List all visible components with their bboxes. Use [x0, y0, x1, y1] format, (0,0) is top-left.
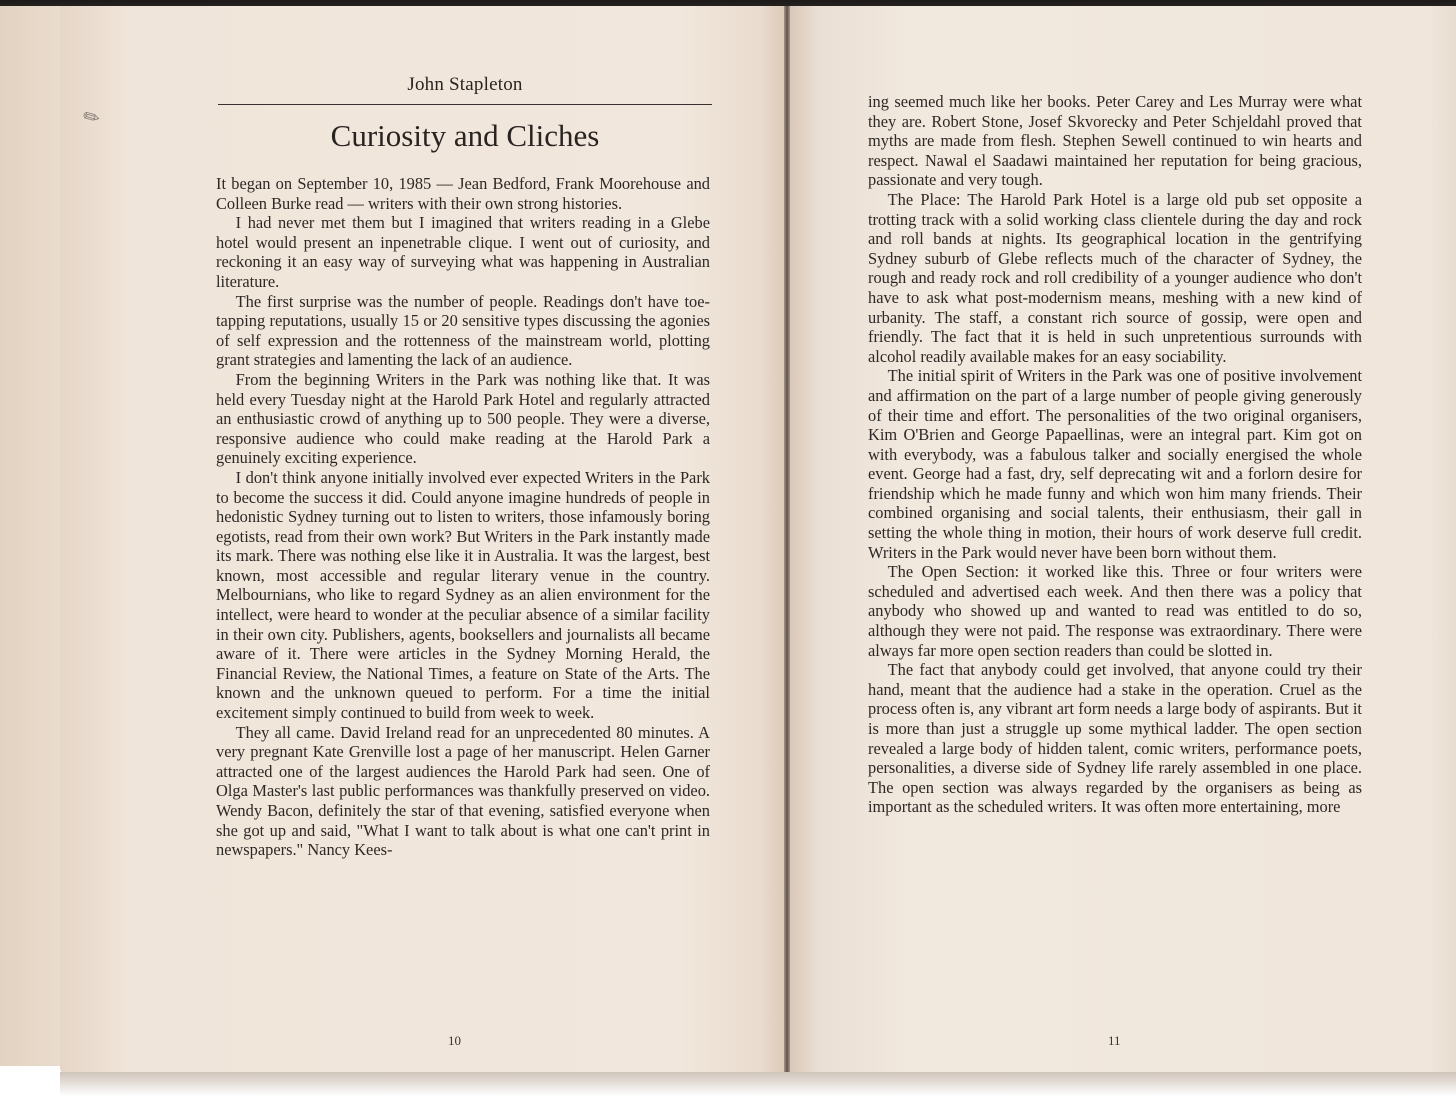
- chapter-title: Curiosity and Cliches: [330, 118, 600, 153]
- page-number-right: 11: [1108, 1033, 1121, 1048]
- paragraph: The Place: The Harold Park Hotel is a large old pub set opposite a trotting track with a solid working class clientele during the day and rock and roll bands at nights. Its geographical location in the gentrifying Sydney suburb of Glebe reflects much of the character of Sydney, the rough and ready rock and roll credibility of a younger audience who don't have to ask what post-modernism means, meshing with a new kind of urbanity. The staff, a constant rich source of gossip, were open and friendly. The fact that it is held in such unpretentious surrounds with alcohol readily available makes for an easy sociability.: [868, 189, 1362, 366]
- running-head: John Stapleton: [407, 74, 523, 95]
- paragraph: I don't think anyone initially involved ever expected Writers in the Park to become the success it did. Could anyone imagine hundreds of people in hedonistic Sydney turning out to listen to writers, those infamously boring egotists, read from their own work? But Writers in the Park instantly made its mark. There was nothing else like it in Australia. It was the largest, best known, most accessible and regular literary venue in the country. Melbournians, who like to regard Sydney as an alien environment for the intellect, were heard to wonder at the peculiar absence of a similar facility in their own city. Publishers, agents, booksellers and journalists all became aware of it. There were articles in the Sydney Morning Herald, the Financial Review, the National Times, a feature on State of the Arts. The known and the unknown queued to perform. For a time the initial excitement simply continued to build from week to week.: [216, 467, 710, 723]
- left-page-text: [216, 174, 710, 860]
- pencil-mark-icon: ✎: [79, 104, 105, 132]
- paragraph: From the beginning Writers in the Park was nothing like that. It was held every Tuesday night at the Harold Park Hotel and regularly attracted an enthusiastic crowd of anything up to 500 people. They were a diverse, responsive audience who could make reading at the Harold Park a genuinely exciting experience.: [216, 369, 710, 468]
- paragraph: The Open Section: it worked like this. Three or four writers were scheduled and advertised each week. And then there was a policy that anybody who showed up and wanted to read was entitled to do so, although they were not paid. The response was extraordinary. There were always far more open section readers than could be slotted in.: [868, 562, 1362, 660]
- page-number-left: 10: [448, 1033, 461, 1048]
- bottom-shadow: [60, 1072, 1456, 1096]
- paragraph: They all came. David Ireland read for an unprecedented 80 minutes. A very pregnant Kate Grenville lost a page of her manuscript. Helen Garner attracted one of the largest audiences the Harold Park had seen. One of Olga Master's last public performances was thankfully preserved on video. Wendy Bacon, definitely the star of that evening, satisfied everyone when she got up and said, "What I want to talk about is what one can't print in newspapers." Nancy Kees-: [216, 722, 710, 860]
- paragraph: I had never met them but I imagined that writers reading in a Glebe hotel would present an inpenetrable clique. I went out of curiosity, and reckoning it an easy way of surveying what was happening in Australian literature.: [216, 213, 710, 291]
- header-rule: [218, 104, 712, 105]
- paragraph: It began on September 10, 1985 — Jean Bedford, Frank Moorehouse and Colleen Burke read — writers with their own strong histories.: [216, 174, 710, 213]
- right-page-text: [868, 92, 1362, 817]
- paragraph: ing seemed much like her books. Peter Carey and Les Murray were what they are. Robert Stone, Josef Skvorecky and Peter Schjeldahl proved that myths are made from flesh. Stephen Sewell continued to win hearts and respect. Nawal el Saadawi maintained her reputation for being gracious, passionate and very tough.: [868, 92, 1362, 190]
- paragraph: The fact that anybody could get involved, that anyone could try their hand, meant that the audience had a stake in the operation. Cruel as the process often is, any vibrant art form needs a large body of aspirants. But it is more than just a struggle up some mythical ladder. The open section revealed a large body of hidden talent, comic writers, performance poets, personalities, a diverse side of Sydney life rarely assembled in one place. The open section was always regarded by the organisers as being as important as the scheduled writers. It was often more entertaining, more: [868, 660, 1362, 817]
- paragraph: The first surprise was the number of people. Readings don't have toe-tapping reputations, usually 15 or 20 sensitive types discussing the agonies of self expression and the rottenness of the mainstream world, plotting grant strategies and lamenting the lack of an audience.: [216, 291, 710, 370]
- book-gutter: [784, 6, 790, 1076]
- paragraph: The initial spirit of Writers in the Park was one of positive involvement and affirmation on the part of a large number of people giving generously of their time and effort. The personalities of the two original organisers, Kim O'Brien and George Papaellinas, were an integral part. Kim got on with everybody, was a fabulous talker and socially energised the whole event. George had a fast, dry, self deprecating wit and a forlorn desire for friendship which he made funny and which won him many friends. Their combined organising and social talents, their enthusiasm, their gall in setting the whole thing in motion, their hours of work deserve full credit. Writers in the Park would never have been born without them.: [868, 366, 1362, 562]
